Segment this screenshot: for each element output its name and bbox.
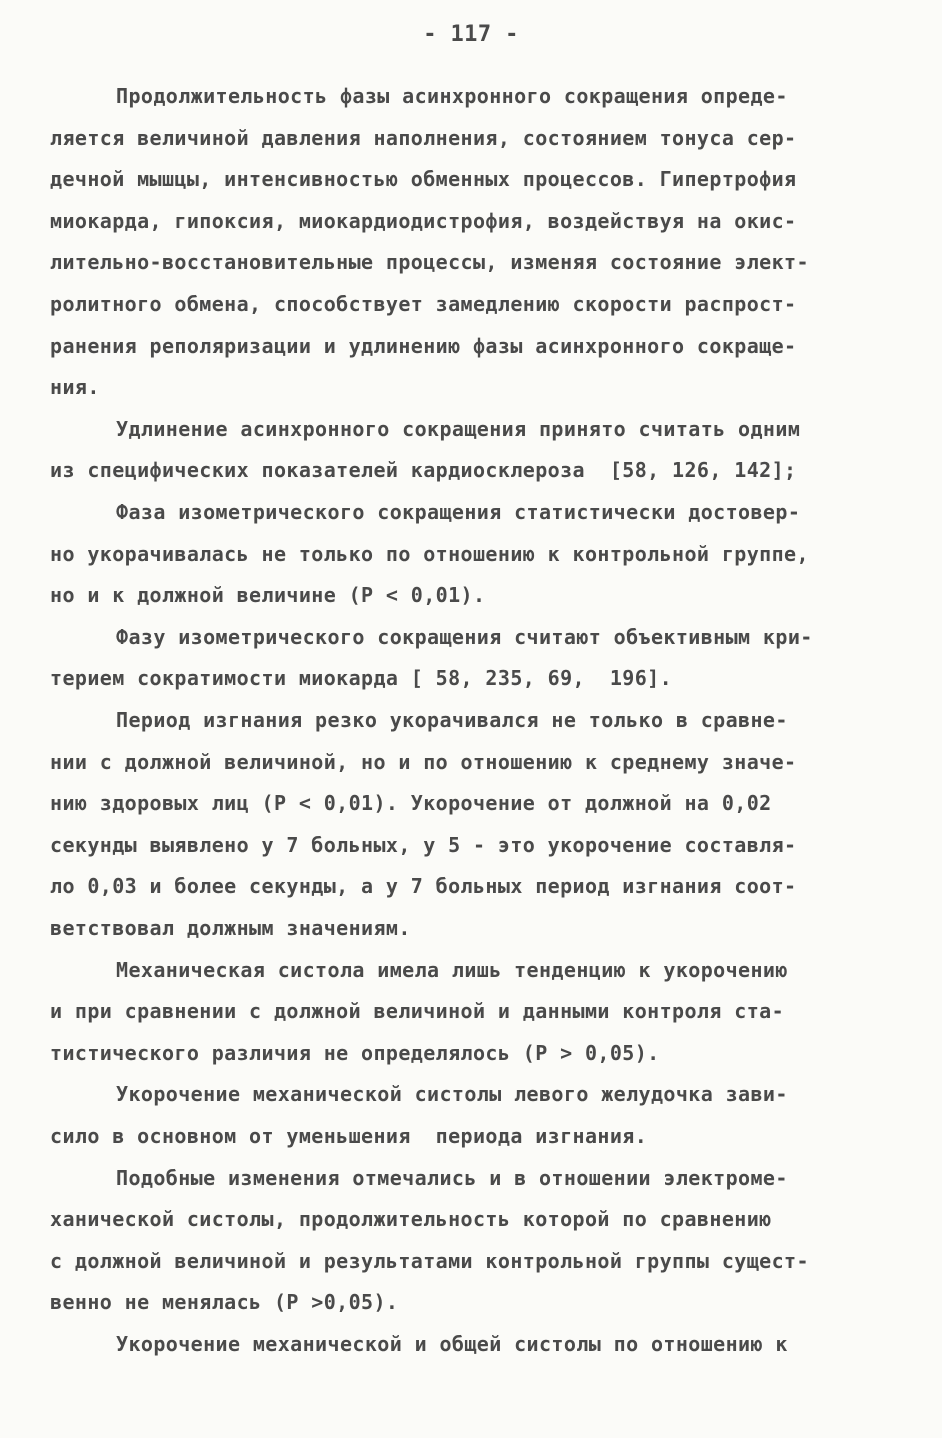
- text-line: Фазу изометрического сокращения считают объективным кри-: [116, 624, 813, 649]
- text-line: с должной величиной и результатами контрольной группы сущест-: [50, 1248, 809, 1273]
- text-line: ханической систолы, продолжительность которой по сравнению: [50, 1207, 772, 1232]
- page-number: - 117 -: [423, 22, 519, 47]
- text-line: и при сравнении с должной величиной и данными контроля ста-: [50, 999, 785, 1024]
- text-line: ветствовал должным значениям.: [50, 916, 411, 940]
- text-line: дечной мышцы, интенсивностью обменных процессов. Гипертрофия: [50, 167, 797, 192]
- text-line: ляется величиной давления наполнения, состоянием тонуса сер-: [50, 125, 797, 150]
- text-line: терием сократимости миокарда [ 58, 235, 69, 196].: [50, 666, 673, 691]
- text-line: венно не менялась (Р >0,05).: [50, 1290, 399, 1315]
- text-line: тистического различия не определялось (Р > 0,05).: [50, 1040, 660, 1065]
- text-line: Укорочение механической и общей систолы по отношению к: [116, 1332, 788, 1356]
- text-line: ранения реполяризации и удлинению фазы асинхронного сокраще-: [50, 333, 797, 358]
- text-line: ролитного обмена, способствует замедлению скорости распрост-: [50, 292, 797, 316]
- text-line: Механическая систола имела лишь тенденцию к укорочению: [116, 957, 788, 982]
- text-line: но укорачивалась не только по отношению к контрольной группе,: [50, 541, 809, 566]
- text-line: сило в основном от уменьшения периода изгнания.: [50, 1124, 648, 1148]
- text-line: лительно-восстановительные процессы, изменяя состояние элект-: [50, 250, 809, 275]
- text-line: Удлинение асинхронного сокращения принято считать одним: [116, 416, 801, 441]
- text-line: Подобные изменения отмечались и в отношении электроме-: [116, 1165, 788, 1190]
- text-line: миокарда, гипоксия, миокардиодистрофия, воздействуя на окис-: [50, 208, 797, 233]
- text-line: из специфических показателей кардиосклероза [58, 126, 142];: [50, 458, 797, 483]
- text-line: нию здоровых лиц (Р < 0,01). Укорочение от должной на 0,02: [50, 791, 772, 816]
- text-line: Укорочение механической систолы левого желудочка зави-: [116, 1082, 788, 1107]
- text-line: нии с должной величиной, но и по отношению к среднему значе-: [50, 749, 797, 774]
- text-line: ния.: [50, 375, 100, 400]
- text-line: ло 0,03 и более секунды, а у 7 больных период изгнания соот-: [50, 874, 797, 899]
- text-line: Период изгнания резко укорачивался не только в сравне-: [116, 708, 788, 732]
- text-line: секунды выявлено у 7 больных, у 5 - это укорочение составля-: [50, 832, 797, 857]
- text-line: Продолжительность фазы асинхронного сокращения опреде-: [116, 84, 788, 108]
- text-line: Фаза изометрического сокращения статистически достовер-: [116, 500, 801, 524]
- text-line: но и к должной величине (Р < 0,01).: [50, 583, 486, 608]
